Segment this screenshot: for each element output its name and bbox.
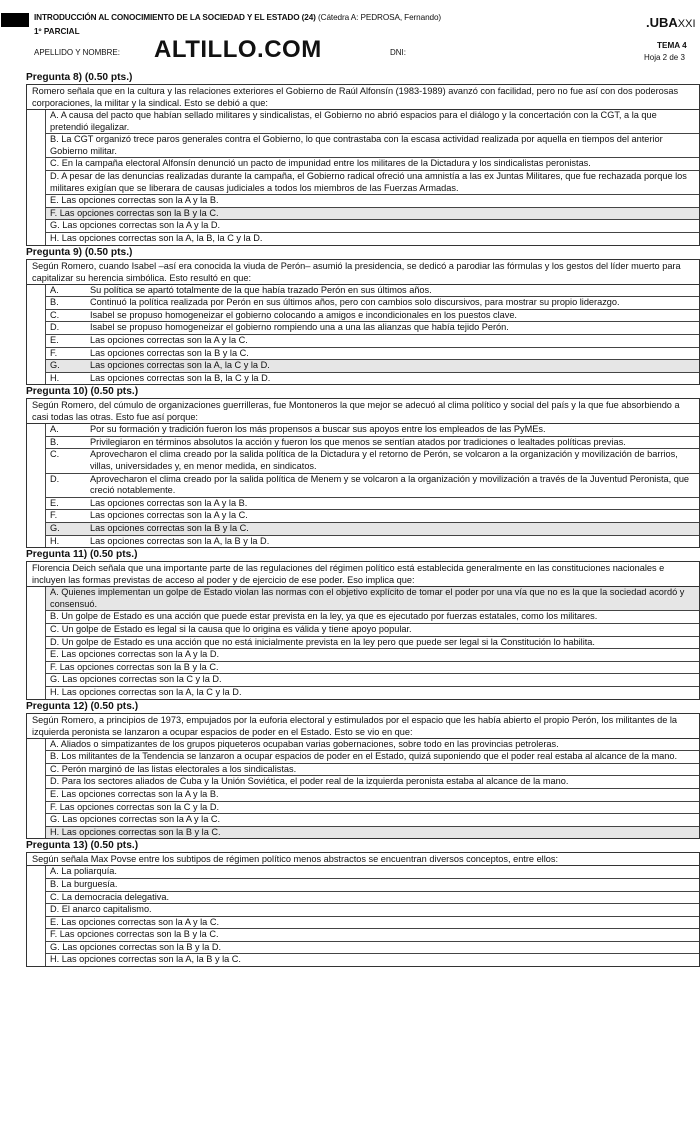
- answer-option[interactable]: H. Las opciones correctas son la B y la C.: [45, 827, 699, 839]
- answer-option[interactable]: G. Las opciones correctas son la C y la D.: [45, 674, 699, 687]
- option-letter: D.: [50, 322, 60, 333]
- answer-option[interactable]: A. Quienes implementan un golpe de Estado violan las normas con el objetivo explícito de tomar el poder por una vía que no es la que la sociedad acordó y consensuó.: [45, 587, 699, 611]
- answer-option[interactable]: A. A causa del pacto que habían sellado militares y sindicalistas, el Gobierno no abrió espacios para el diálogo y la concertación con la CGT, a la que pretendió ilegalizar.: [45, 110, 699, 134]
- answer-option[interactable]: D. El anarco capitalismo.: [45, 904, 699, 917]
- answer-option[interactable]: [45, 498, 699, 511]
- question-box: [26, 852, 700, 967]
- answer-option[interactable]: F. Las opciones correctas son la B y la C.: [45, 929, 699, 942]
- exam-label: 1º PARCIAL: [34, 27, 80, 36]
- option-letter: B.: [50, 297, 59, 308]
- option-letter: H.: [50, 372, 60, 383]
- option-text: Las opciones correctas son la A, la C y la D.: [90, 360, 270, 371]
- question-box: [26, 398, 700, 548]
- option-text: Las opciones correctas son la B y la C.: [90, 523, 249, 534]
- answer-option[interactable]: [45, 437, 699, 450]
- question-title: Pregunta 13) (0.50 pts.): [26, 840, 139, 852]
- option-text: Continuó la política realizada por Perón en sus últimos años, pero con cambios solo discursivos, para mostrar su propio liderazgo.: [90, 297, 620, 308]
- answer-option[interactable]: C. Perón marginó de las listas electorales a los sindicalistas.: [45, 764, 699, 777]
- option-text: Por su formación y tradición fueron los más propensos a buscar sus apoyos entre los empleados de las PyMEs.: [90, 424, 546, 435]
- question-title: Pregunta 8) (0.50 pts.): [26, 72, 133, 83]
- answer-option[interactable]: G. Las opciones correctas son la B y la D.: [45, 942, 699, 955]
- answer-option[interactable]: [45, 335, 699, 348]
- option-letter: F.: [50, 510, 58, 521]
- option-text: Las opciones correctas son la A y la C.: [90, 510, 248, 521]
- answer-option[interactable]: [45, 322, 699, 335]
- answer-option[interactable]: B. Un golpe de Estado es una acción que puede estar prevista en la ley, ya que es ejecutado por fuerzas estatales, como los militares.: [45, 611, 699, 624]
- answer-option[interactable]: C. Un golpe de Estado es legal si la causa que lo origina es válida y tiene apoyo popular.: [45, 624, 699, 637]
- question-title: Pregunta 12) (0.50 pts.): [26, 700, 139, 712]
- option-letter: C.: [50, 309, 60, 320]
- answer-option[interactable]: F. Las opciones correctas son la B y la C.: [45, 208, 699, 221]
- answer-option[interactable]: F. Las opciones correctas son la B y la C.: [45, 662, 699, 675]
- answer-option[interactable]: D. A pesar de las denuncias realizadas durante la campaña, el Gobierno radical ofreció una amnistía a las ex Juntas Militares, que fue rechazada porque los militares exigían que se liberara de causas judiciales a todos los miembros de las Fuerzas Armadas.: [45, 171, 699, 195]
- option-letter: G.: [50, 360, 60, 371]
- answer-option[interactable]: H. Las opciones correctas son la A, la B y la C.: [45, 954, 699, 966]
- question-title: Pregunta 10) (0.50 pts.): [26, 386, 139, 398]
- option-text: Las opciones correctas son la A, la B y la D.: [90, 535, 270, 546]
- answer-option[interactable]: F. Las opciones correctas son la C y la D.: [45, 802, 699, 815]
- answer-option[interactable]: B. Los militantes de la Tendencia se lanzaron a ocupar espacios de poder en el Estado, quizá suponiendo que el poder real estaba al alcance de la mano.: [45, 751, 699, 764]
- page-number: Hoja 2 de 3: [644, 53, 685, 62]
- redaction-bar: [1, 13, 29, 27]
- question-stem: Según Romero, a principios de 1973, empujados por la euforia electoral y estimulados por el espacio que les había abierto el propio Perón, los militantes de la izquierda peronista se lanzaron a ocupar espacios de poder en el Estado. Esto se vio en que:: [27, 714, 699, 739]
- tema-label: TEMA 4: [657, 41, 687, 50]
- answer-option[interactable]: H. Las opciones correctas son la A, la B, la C y la D.: [45, 233, 699, 245]
- answer-option[interactable]: A. La poliarquía.: [45, 866, 699, 879]
- option-text: Isabel se propuso homogeneizar el gobierno rompiendo una a una las alianzas que había tejido Perón.: [90, 322, 509, 333]
- option-text: Las opciones correctas son la A y la B.: [90, 497, 248, 508]
- dni-label: DNI:: [390, 48, 406, 57]
- option-letter: D.: [50, 473, 60, 484]
- page-header: [0, 10, 700, 68]
- answer-option[interactable]: C. En la campaña electoral Alfonsín denunció un pacto de impunidad entre los militares de la Dictadura y los sindicalistas peronistas.: [45, 158, 699, 171]
- answer-option[interactable]: [45, 449, 699, 473]
- answer-option[interactable]: [45, 424, 699, 437]
- answer-option[interactable]: [45, 310, 699, 323]
- answer-option[interactable]: E. Las opciones correctas son la A y la B.: [45, 789, 699, 802]
- option-letter: A.: [50, 424, 59, 435]
- answer-option[interactable]: [45, 474, 699, 498]
- answer-option[interactable]: A. Aliados o simpatizantes de los grupos piqueteros ocupaban varias gobernaciones, sobre todo en las provincias petroleras.: [45, 739, 699, 752]
- option-letter: A.: [50, 284, 59, 295]
- answer-option[interactable]: [45, 297, 699, 310]
- question-stem: Según Romero, cuando Isabel –así era conocida la viuda de Perón– asumió la presidencia, se dedicó a parodiar las fórmulas y los gestos del líder muerto para capitalizar su herencia simbólica. Esto resultó en que:: [27, 260, 699, 285]
- question-title: Pregunta 11) (0.50 pts.): [26, 549, 138, 561]
- answer-option[interactable]: B. La burguesía.: [45, 879, 699, 892]
- option-letter: F.: [50, 347, 58, 358]
- answer-option[interactable]: [45, 285, 699, 298]
- answer-option[interactable]: D. Para los sectores aliados de Cuba y la Unión Soviética, el poder real de la izquierda peronista estaba al alcance de la mano.: [45, 776, 699, 789]
- answer-option[interactable]: [45, 360, 699, 373]
- option-text: Las opciones correctas son la A y la C.: [90, 334, 248, 345]
- question-box: [26, 713, 700, 840]
- answer-option[interactable]: G. Las opciones correctas son la A y la C.: [45, 814, 699, 827]
- course-title: INTRODUCCIÓN AL CONOCIMIENTO DE LA SOCIEDAD Y EL ESTADO (24) (Cátedra A: PEDROSA, Fernando): [34, 13, 442, 22]
- option-letter: H.: [50, 535, 60, 546]
- question-box: [26, 84, 700, 246]
- question-stem: Según Romero, del cúmulo de organizaciones guerrilleras, fue Montoneros la que mejor se adecuó al clima político y social del país y la que fue absorbiendo a casi todas las otras. Esto fue así porque:: [27, 399, 699, 424]
- answer-option[interactable]: H. Las opciones correctas son la A, la C y la D.: [45, 687, 699, 699]
- answer-option[interactable]: C. La democracia delegativa.: [45, 892, 699, 905]
- option-text: Isabel se propuso homogeneizar el gobierno colocando a amigos e incondicionales en los puestos clave.: [90, 309, 517, 320]
- catedra: (Cátedra A: PEDROSA, Fernando): [318, 13, 442, 22]
- answer-option[interactable]: E. Las opciones correctas son la A y la D.: [45, 649, 699, 662]
- answer-option[interactable]: E. Las opciones correctas son la A y la B.: [45, 195, 699, 208]
- answer-option[interactable]: [45, 373, 699, 385]
- answer-option[interactable]: [45, 536, 699, 548]
- uba-logo: .UBAXXI: [646, 15, 696, 30]
- option-text: Las opciones correctas son la B y la C.: [90, 347, 249, 358]
- option-text: Su política se apartó totalmente de la que había trazado Perón en sus últimos años.: [90, 284, 432, 295]
- option-letter: E.: [50, 497, 59, 508]
- question-stem: Romero señala que en la cultura y las relaciones exteriores el Gobierno de Raúl Alfonsín (1983-1989) avanzó con facilidad, pero no fue así con dos poderosas corporaciones, la militar y la sindical. Esto se debió a que:: [27, 85, 699, 110]
- option-letter: G.: [50, 523, 60, 534]
- name-label: APELLIDO Y NOMBRE:: [34, 48, 120, 57]
- option-text: Aprovecharon el clima creado por la salida política de la Dictadura y el retorno de Perón, se volcaron a la organización y movilización de barrios, villas, universidades y, en menor medida, en sindicatos.: [90, 449, 678, 472]
- question-box: [26, 561, 700, 699]
- answer-option[interactable]: [45, 510, 699, 523]
- answer-option[interactable]: B. La CGT organizó trece paros generales contra el Gobierno, lo que contrastaba con la escasa actividad realizada por aquella en tiempos del anterior Gobierno militar.: [45, 134, 699, 158]
- option-letter: C.: [50, 449, 60, 460]
- answer-option[interactable]: E. Las opciones correctas son la A y la C.: [45, 917, 699, 930]
- altillo-watermark: ALTILLO.COM: [154, 36, 322, 63]
- question-stem: Según señala Max Povse entre los subtipos de régimen político menos abstractos se encuentran diversos conceptos, entre ellos:: [27, 853, 699, 866]
- option-letter: E.: [50, 334, 59, 345]
- option-text: Aprovecharon el clima creado por la salida política de Menem y se volcaron a la organización y movilización a través de la Juventud Peronista, que creció notablemente.: [90, 473, 690, 496]
- answer-option[interactable]: [45, 523, 699, 536]
- question-stem: Florencia Deich señala que una importante parte de las regulaciones del régimen político está establecida generalmente en las constituciones nacionales e incluyen las formas previstas de acceso al poder y de ejercicio de ese poder. Eso implica que:: [27, 562, 699, 587]
- questions-list: [26, 71, 700, 967]
- answer-option[interactable]: [45, 348, 699, 361]
- option-text: Las opciones correctas son la B, la C y la D.: [90, 372, 271, 383]
- option-text: Privilegiaron en términos absolutos la acción y fueron los que menos se sentían atados por tradiciones o lealtades políticas previas.: [90, 436, 626, 447]
- answer-option[interactable]: G. Las opciones correctas son la A y la D.: [45, 220, 699, 233]
- question-title: Pregunta 9) (0.50 pts.): [26, 246, 133, 258]
- question-box: [26, 259, 700, 386]
- option-letter: B.: [50, 436, 59, 447]
- answer-option[interactable]: D. Un golpe de Estado es una acción que no está inicialmente prevista en la ley pero que puede ser legal si la Constitución lo habilita.: [45, 637, 699, 650]
